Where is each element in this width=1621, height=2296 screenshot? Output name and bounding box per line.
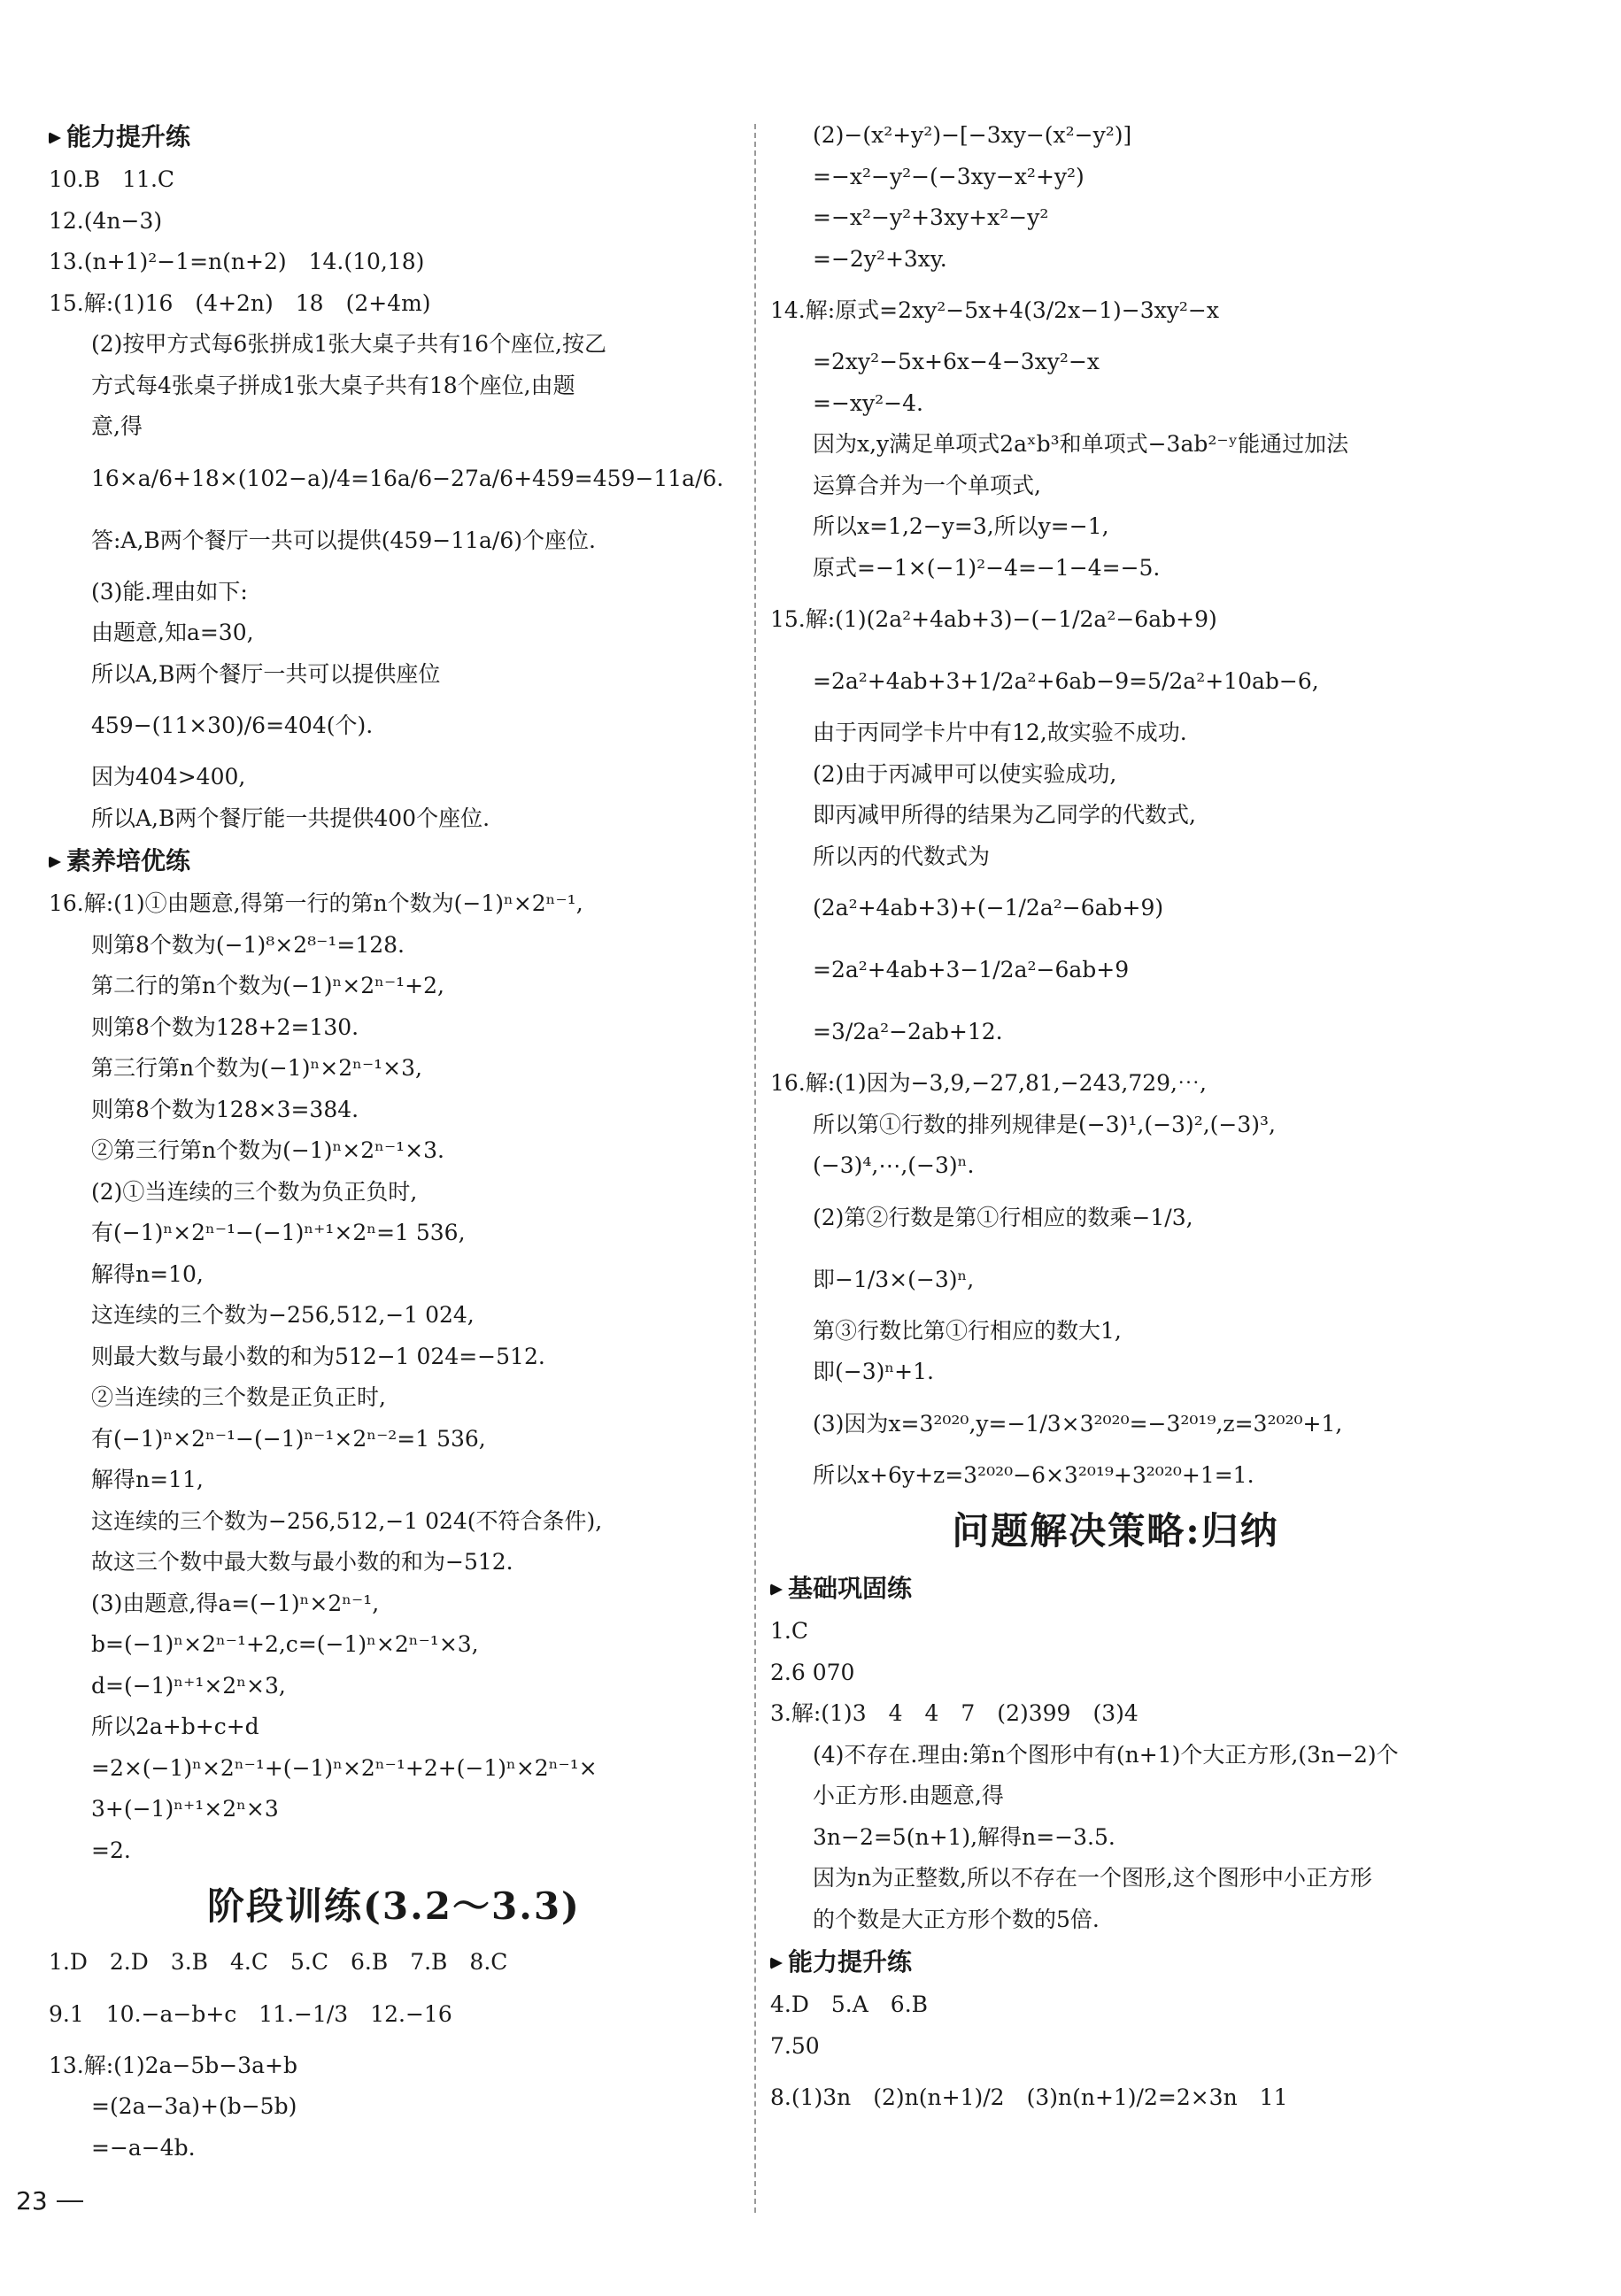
answer-line: =2xy²−5x+6x−4−3xy²−x	[813, 349, 1100, 374]
answer-line: =2.	[91, 1837, 131, 1863]
answer-line: =−2y²+3xy.	[813, 245, 947, 272]
answer-line: 因为404>400,	[91, 764, 246, 790]
answer-line: 故这三个数中最大数与最小数的和为−512.	[91, 1549, 513, 1575]
triangle-bullet-icon	[49, 856, 61, 868]
section-heading: 能力提升练	[49, 115, 739, 159]
answer-line: 则第8个数为(−1)⁸×2⁸⁻¹=128.	[91, 931, 405, 958]
answer-line: 有(−1)ⁿ×2ⁿ⁻¹−(−1)ⁿ⁺¹×2ⁿ=1 536,	[91, 1220, 466, 1245]
answer-line: 15.解:(1)(2a²+4ab+3)−(−1/2a²−6ab+9)	[770, 606, 1217, 632]
answer-line: 即丙减甲所得的结果为乙同学的代数式,	[813, 802, 1196, 828]
answer-line: 1.C	[770, 1618, 808, 1644]
answer-line: 解得n=10,	[91, 1260, 204, 1287]
answer-line: 12.(4n−3)	[49, 207, 163, 234]
answer-line: 即−1/3×(−3)ⁿ,	[813, 1266, 975, 1292]
answer-line: 第二行的第n个数为(−1)ⁿ×2ⁿ⁻¹+2,	[91, 973, 444, 998]
answer-line: 9.1 10.−a−b+c 11.−1/3 12.−16	[49, 2000, 452, 2027]
answer-line: 8.(1)3n (2)n(n+1)/2 (3)n(n+1)/2=2×3n 11	[770, 2084, 1288, 2110]
triangle-bullet-icon	[770, 1957, 783, 1969]
page-number: 23	[16, 2186, 83, 2215]
answer-line: 2.6 070	[770, 1659, 855, 1685]
answer-line: 459−(11×30)/6=404(个).	[91, 713, 374, 738]
answer-line: 3n−2=5(n+1),解得n=−3.5.	[813, 1823, 1115, 1850]
answer-line: (−3)⁴,⋯,(−3)ⁿ.	[813, 1152, 975, 1178]
answer-line: 意,得	[91, 413, 143, 439]
answer-line: 14.解:原式=2xy²−5x+4(3/2x−1)−3xy²−x	[770, 297, 1219, 323]
answer-line: 即(−3)ⁿ+1.	[813, 1359, 934, 1384]
answer-line: (2)−(x²+y²)−[−3xy−(x²−y²)]	[813, 122, 1132, 148]
answer-line: 3+(−1)ⁿ⁺¹×2ⁿ×3	[91, 1796, 279, 1822]
answer-line: (2)按甲方式每6张拼成1张大桌子共有16个座位,按乙	[91, 331, 606, 357]
answer-line: =2a²+4ab+3−1/2a²−6ab+9	[813, 957, 1130, 982]
answer-line: 答:A,B两个餐厅一共可以提供(459−11a/6)个座位.	[91, 527, 596, 553]
answer-line: 由题意,知a=30,	[91, 620, 254, 645]
answer-line: 10.B 11.C	[49, 166, 175, 192]
answer-line: 运算合并为一个单项式,	[813, 472, 1041, 498]
answer-line: =(2a−3a)+(b−5b)	[91, 2093, 297, 2119]
answer-line: 16.解:(1)①由题意,得第一行的第n个数为(−1)ⁿ×2ⁿ⁻¹,	[49, 890, 583, 916]
answer-line: 所以A,B两个餐厅一共可以提供座位	[91, 660, 441, 687]
section-heading: 素养培优练	[49, 839, 739, 883]
answer-line: =−x²−y²+3xy+x²−y²	[813, 204, 1049, 230]
answer-line: (3)因为x=3²⁰²⁰,y=−1/3×3²⁰²⁰=−3²⁰¹⁹,z=3²⁰²⁰+1,	[813, 1410, 1343, 1437]
answer-line: ②第三行第n个数为(−1)ⁿ×2ⁿ⁻¹×3.	[91, 1137, 444, 1163]
answer-line: =−x²−y²−(−3xy−x²+y²)	[813, 163, 1085, 189]
triangle-bullet-icon	[770, 1583, 783, 1596]
answer-line: =2×(−1)ⁿ×2ⁿ⁻¹+(−1)ⁿ×2ⁿ⁻¹+2+(−1)ⁿ×2ⁿ⁻¹×	[91, 1754, 598, 1781]
answer-line: 所以2a+b+c+d	[91, 1714, 259, 1739]
answer-line: 13.解:(1)2a−5b−3a+b	[49, 2052, 297, 2078]
triangle-bullet-icon	[49, 132, 61, 144]
answer-line: 由于丙同学卡片中有12,故实验不成功.	[813, 720, 1187, 745]
answer-line: 则第8个数为128×3=384.	[91, 1096, 359, 1122]
answer-line: 16.解:(1)因为−3,9,−27,81,−243,729,⋯,	[770, 1070, 1207, 1096]
answer-line: 第③行数比第①行相应的数大1,	[813, 1317, 1122, 1344]
section-heading: 基础巩固练	[770, 1567, 1461, 1611]
answer-line: =−xy²−4.	[813, 389, 923, 416]
right-column	[770, 115, 1461, 2129]
answer-line: 第三行第n个数为(−1)ⁿ×2ⁿ⁻¹×3,	[91, 1055, 422, 1081]
answer-line: 所以A,B两个餐厅能一共提供400个座位.	[91, 805, 490, 831]
answer-line: 7.50	[770, 2032, 820, 2059]
section-heading: 能力提升练	[770, 1940, 1461, 1984]
answer-line: (2)由于丙减甲可以使实验成功,	[813, 760, 1117, 787]
answer-line: 方式每4张桌子拼成1张大桌子共有18个座位,由题	[91, 372, 575, 398]
answer-line: 所以丙的代数式为	[813, 843, 991, 869]
answer-line: (2a²+4ab+3)+(−1/2a²−6ab+9)	[813, 895, 1164, 921]
answer-line: b=(−1)ⁿ×2ⁿ⁻¹+2,c=(−1)ⁿ×2ⁿ⁻¹×3,	[91, 1631, 479, 1657]
answer-line: (2)第②行数是第①行相应的数乘−1/3,	[813, 1204, 1193, 1230]
answer-line: 解得n=11,	[91, 1467, 204, 1492]
answer-line: 所以x+6y+z=3²⁰²⁰−6×3²⁰¹⁹+3²⁰²⁰+1=1.	[813, 1461, 1254, 1488]
answer-line: 3.解:(1)3 4 4 7 (2)399 (3)4	[770, 1700, 1139, 1726]
answer-line: 16×a/6+18×(102−a)/4=16a/6−27a/6+459=459−11a/6.	[91, 465, 724, 491]
chapter-title: 问题解决策略:归纳	[952, 1509, 1279, 1552]
answer-line: 15.解:(1)16 (4+2n) 18 (2+4m)	[49, 289, 431, 316]
answer-line: (3)能.理由如下:	[91, 578, 248, 605]
answer-line: (4)不存在.理由:第n个图形中有(n+1)个大正方形,(3n−2)个	[813, 1741, 1399, 1768]
answer-line: 所以x=1,2−y=3,所以y=−1,	[813, 513, 1109, 539]
answer-line: 这连续的三个数为−256,512,−1 024(不符合条件),	[91, 1507, 603, 1534]
answer-line: 这连续的三个数为−256,512,−1 024,	[91, 1302, 475, 1328]
answer-line: 则第8个数为128+2=130.	[91, 1013, 359, 1040]
column-divider	[754, 124, 756, 2213]
answer-line: 所以第①行数的排列规律是(−3)¹,(−3)²,(−3)³,	[813, 1111, 1276, 1137]
answer-line: 4.D 5.A 6.B	[770, 1992, 929, 2017]
answer-line: ②当连续的三个数是正负正时,	[91, 1384, 386, 1410]
answer-line: 则最大数与最小数的和为512−1 024=−512.	[91, 1343, 545, 1369]
answer-line: 小正方形.由题意,得	[813, 1783, 1004, 1808]
answer-line: (3)由题意,得a=(−1)ⁿ×2ⁿ⁻¹,	[91, 1590, 380, 1616]
answer-line: 1.D 2.D 3.B 4.C 5.C 6.B 7.B 8.C	[49, 1949, 508, 1975]
chapter-title: 阶段训练(3.2～3.3)	[207, 1884, 581, 1928]
answer-line: =3/2a²−2ab+12.	[813, 1019, 1003, 1044]
answer-line: 因为n为正整数,所以不存在一个图形,这个图形中小正方形	[813, 1865, 1372, 1891]
answer-line: =2a²+4ab+3+1/2a²+6ab−9=5/2a²+10ab−6,	[813, 668, 1319, 694]
answer-line: 因为x,y满足单项式2aˣb³和单项式−3ab²⁻ʸ能通过加法	[813, 431, 1349, 457]
answer-line: =−a−4b.	[91, 2134, 196, 2161]
answer-line: 的个数是大正方形个数的5倍.	[813, 1906, 1100, 1932]
answer-line: 有(−1)ⁿ×2ⁿ⁻¹−(−1)ⁿ⁻¹×2ⁿ⁻²=1 536,	[91, 1425, 486, 1452]
answer-line: d=(−1)ⁿ⁺¹×2ⁿ×3,	[91, 1672, 286, 1699]
answer-line: (2)①当连续的三个数为负正负时,	[91, 1178, 418, 1205]
answer-line: 13.(n+1)²−1=n(n+2) 14.(10,18)	[49, 249, 425, 274]
left-column	[49, 115, 739, 2169]
answer-line: 原式=−1×(−1)²−4=−1−4=−5.	[813, 554, 1161, 581]
